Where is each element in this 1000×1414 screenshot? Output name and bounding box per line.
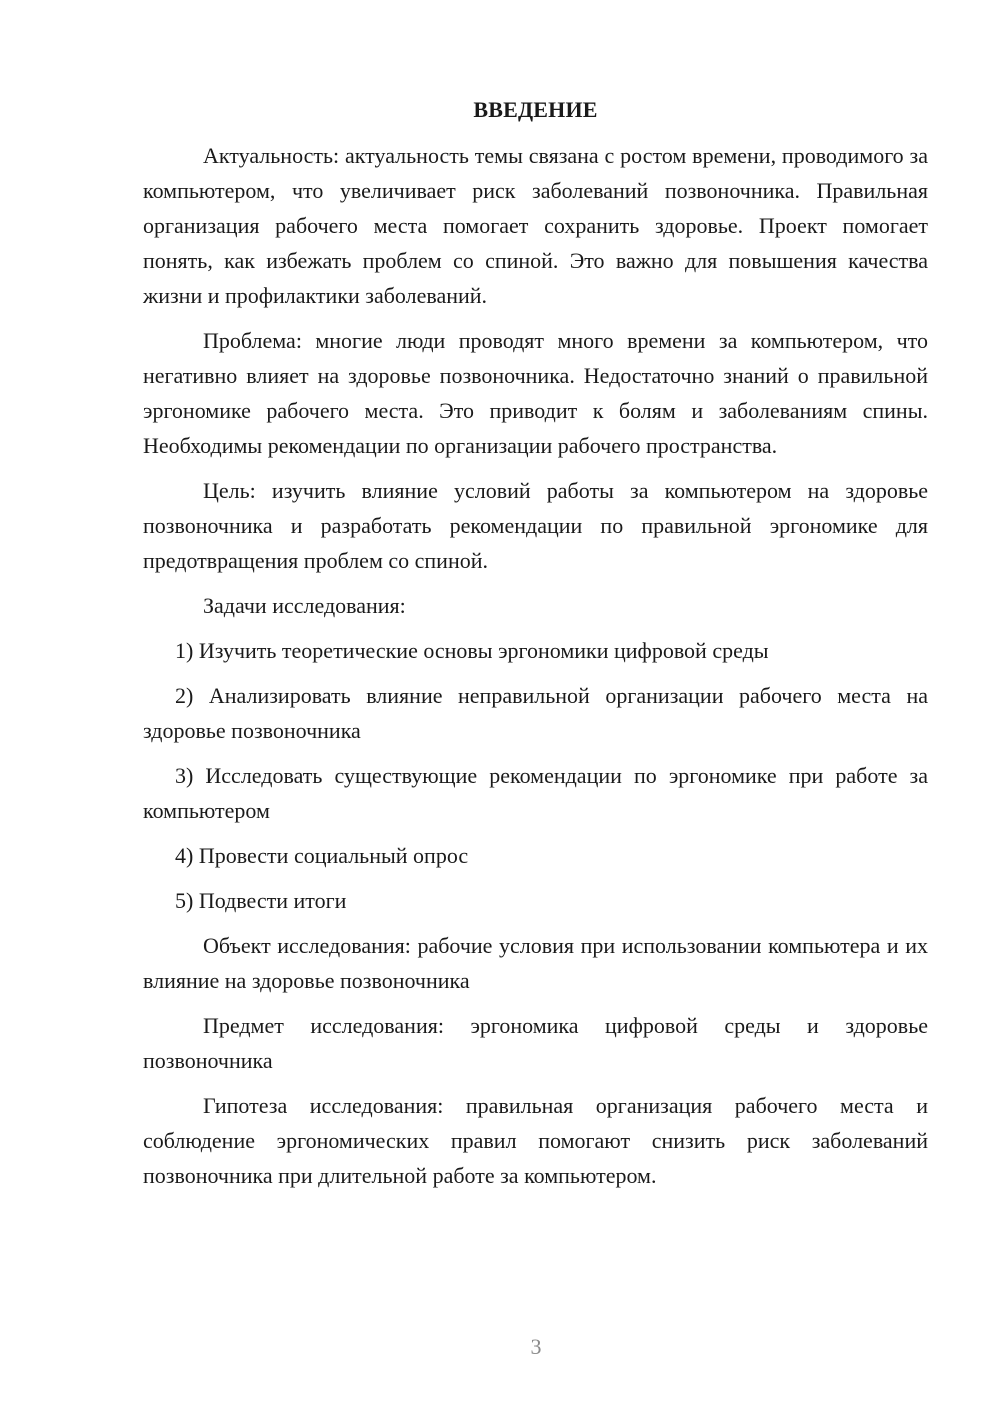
paragraph-subject: Предмет исследования: эргономика цифровой среды и здоровье позвоночника	[143, 1013, 928, 1073]
task-item-2: 2) Анализировать влияние неправильной организации рабочего места на здоровье позвоночника	[143, 683, 928, 743]
tasks-heading: Задачи исследования:	[203, 593, 406, 618]
paragraph-goal: Цель: изучить влияние условий работы за компьютером на здоровье позвоночника и разработать рекомендации по правильной эргономике для предотвращения проблем со спиной.	[143, 478, 928, 573]
paragraph-relevance: Актуальность: актуальность темы связана с ростом времени, проводимого за компьютером, что увеличивает риск заболеваний позвоночника. Правильная организация рабочего места помогает сохранить здоровье. Проект помогает понять, как избежать проблем со спиной. Это важно для повышения качества жизни и профилактики заболеваний.	[143, 143, 928, 308]
page-title: ВВЕДЕНИЕ	[473, 97, 598, 122]
paragraph-problem: Проблема: многие люди проводят много времени за компьютером, что негативно влияет на здоровье позвоночника. Недостаточно знаний о правильной эргономике рабочего места. Это приводит к болям и заболеваниям спины. Необходимы рекомендации по организации рабочего пространства.	[143, 328, 928, 458]
task-item-3: 3) Исследовать существующие рекомендации по эргономике при работе за компьютером	[143, 763, 928, 823]
paragraph-object: Объект исследования: рабочие условия при использовании компьютера и их влияние на здоровье позвоночника	[143, 933, 928, 993]
paragraph-hypothesis: Гипотеза исследования: правильная организация рабочего места и соблюдение эргономических правил помогают снизить риск заболеваний позвоночника при длительной работе за компьютером.	[143, 1093, 928, 1188]
page-number: 3	[530, 1334, 542, 1359]
task-item-4: 4) Провести социальный опрос	[175, 843, 469, 868]
task-item-1: 1) Изучить теоретические основы эргономики цифровой среды	[175, 638, 769, 663]
task-item-5: 5) Подвести итоги	[175, 888, 347, 913]
page-content	[143, 94, 928, 1203]
